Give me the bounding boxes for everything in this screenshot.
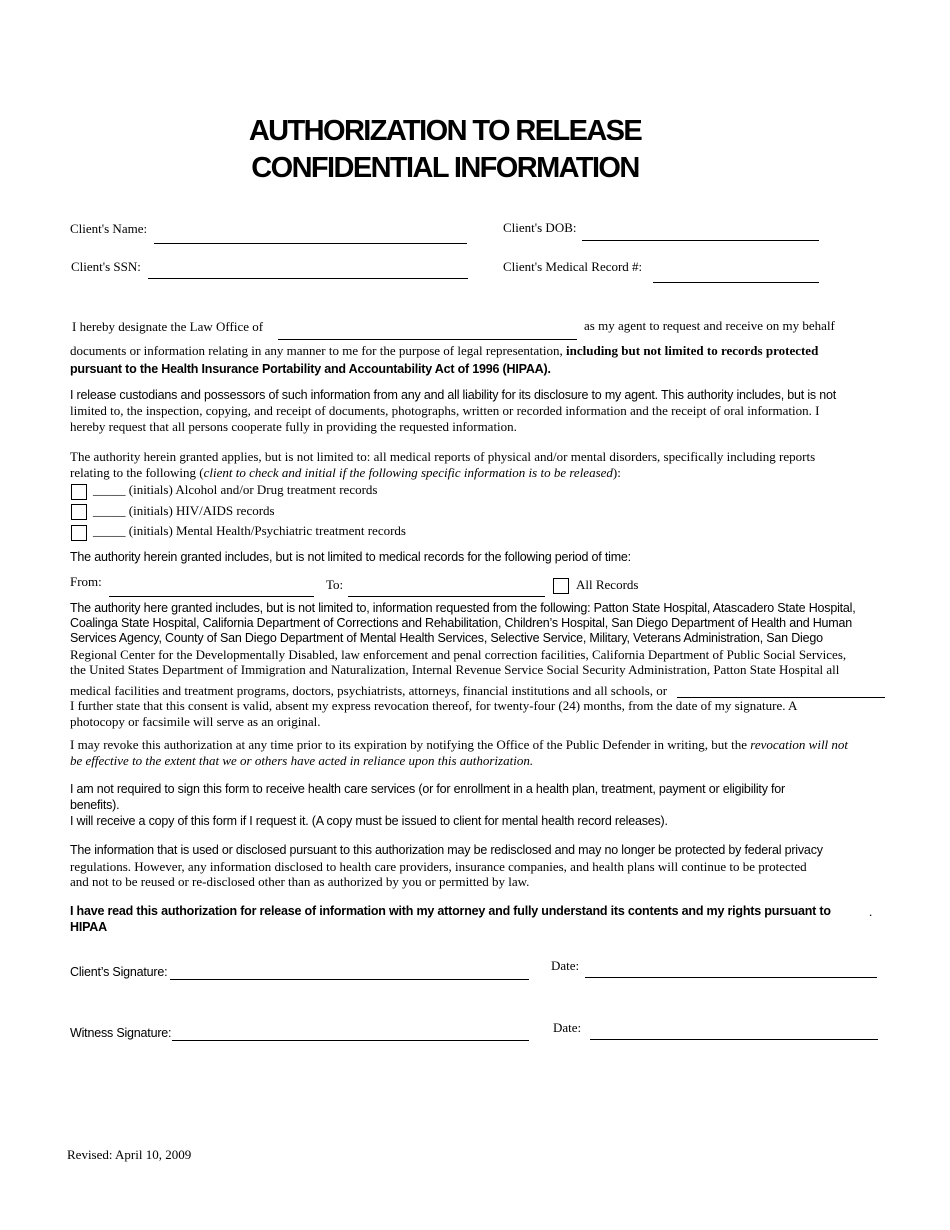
from-date-field[interactable] xyxy=(109,596,314,597)
client-dob-field[interactable] xyxy=(582,240,819,241)
sources-line-6: medical facilities and treatment programs, doctors, psychiatrists, attorneys, financial institutions and all schools, or xyxy=(70,683,668,698)
alcohol-drug-checkbox[interactable] xyxy=(71,484,87,500)
validity-line-2: photocopy or facsimile will serve as an original. xyxy=(70,714,321,729)
notrequired-line-1: I am not required to sign this form to receive health care services (or for enrollment in a health plan, treatment, payment or eligibility for xyxy=(70,782,786,796)
to-date-field[interactable] xyxy=(348,596,545,597)
revoke-line-1-text: I may revoke this authorization at any time prior to its expiration by notifying the Office of the Public Defender in writing, but the xyxy=(70,737,748,752)
redisclosure-line-2: regulations. However, any information disclosed to health care providers, insurance companies, and health plans will continue to be protected xyxy=(70,859,807,874)
client-date-label: Date: xyxy=(551,958,580,973)
revised-date: Revised: April 10, 2009 xyxy=(67,1147,192,1162)
sources-line-3: Services Agency, County of San Diego Department of Mental Health Services, Selective Service, Military, Veterans Administration, San Diego xyxy=(70,631,823,645)
designate-suffix: as my agent to request and receive on my behalf xyxy=(584,318,835,333)
form-title-line-2: CONFIDENTIAL INFORMATION xyxy=(251,152,639,184)
acknowledge-line-1: I have read this authorization for release of information with my attorney and fully understand its contents and my rights pursuant to xyxy=(70,904,831,918)
revoke-line-1-italic: revocation will not xyxy=(750,737,849,752)
client-mrn-field[interactable] xyxy=(653,282,819,283)
client-name-label: Client's Name: xyxy=(70,221,148,236)
revoke-line-2-italic: be effective to the extent that we or others have acted in reliance upon this authorization. xyxy=(70,753,534,768)
all-records-label: All Records xyxy=(576,577,639,592)
designate-line-2-bold: including but not limited to records protected xyxy=(566,343,819,358)
notrequired-line-3: I will receive a copy of this form if I request it. (A copy must be issued to client for mental health record releases). xyxy=(70,814,668,828)
witness-date-label: Date: xyxy=(553,1020,582,1035)
release-line-1: I release custodians and possessors of such information from any and all liability for its disclosure to my agent. This authority includes, but is not xyxy=(70,388,836,402)
client-ssn-field[interactable] xyxy=(148,278,468,279)
hiv-aids-option-label: _____ (initials) HIV/AIDS records xyxy=(93,503,275,518)
applies-line-2-italic: client to check and initial if the following specific information is to be released xyxy=(203,465,613,480)
hiv-aids-checkbox[interactable] xyxy=(71,504,87,520)
all-records-checkbox[interactable] xyxy=(553,578,569,594)
witness-signature-label: Witness Signature: xyxy=(70,1026,172,1040)
from-label: From: xyxy=(70,574,102,589)
sources-line-4: Regional Center for the Developmentally Disabled, law enforcement and penal correction facilities, California Department of Public Social Services, xyxy=(70,647,847,662)
designate-line-2 xyxy=(70,343,818,359)
release-line-3: hereby request that all persons cooperate fully in providing the requested information. xyxy=(70,419,517,434)
sources-line-5: the United States Department of Immigration and Naturalization, Internal Revenue Service Social Security Administration, Patton State Hospital all xyxy=(70,662,840,677)
designate-line-2-text: documents or information relating in any manner to me for the purpose of legal representation, xyxy=(70,343,563,358)
client-dob-label: Client's DOB: xyxy=(503,220,577,235)
client-date-field[interactable] xyxy=(585,977,877,978)
redisclosure-line-1: The information that is used or disclosed pursuant to this authorization may be redisclosed and may no longer be protected by federal privacy xyxy=(70,843,823,857)
period-text: The authority herein granted includes, but is not limited to medical records for the following period of time: xyxy=(70,550,631,564)
applies-line-1: The authority herein granted applies, but is not limited to: all medical reports of physical and/or mental disorders, specifically including reports xyxy=(70,449,816,464)
notrequired-line-2: benefits). xyxy=(70,798,120,812)
form-title-line-1: AUTHORIZATION TO RELEASE xyxy=(248,115,642,147)
sources-line-1: The authority here granted includes, but is not limited to, information requested from the following: Patton State Hospital, Atascadero State Hospital, xyxy=(70,601,856,615)
acknowledge-dot: . xyxy=(869,904,873,919)
to-label: To: xyxy=(326,577,344,592)
mental-health-checkbox[interactable] xyxy=(71,525,87,541)
client-signature-field[interactable] xyxy=(170,979,529,980)
client-name-field[interactable] xyxy=(154,243,467,244)
designate-hipaa-line: pursuant to the Health Insurance Portability and Accountability Act of 1996 (HIPAA). xyxy=(70,362,551,376)
sources-line-2: Coalinga State Hospital, California Department of Corrections and Rehabilitation, Children’s Hospital, San Diego Department of Health and Human xyxy=(70,616,853,630)
applies-line-2-start: relating to the following ( xyxy=(70,465,204,480)
applies-line-2-end: ): xyxy=(612,465,621,480)
witness-signature-field[interactable] xyxy=(172,1040,529,1041)
mental-health-option-label: _____ (initials) Mental Health/Psychiatric treatment records xyxy=(93,523,406,538)
designate-prefix: I hereby designate the Law Office of xyxy=(72,319,264,334)
law-office-field[interactable] xyxy=(278,339,577,340)
client-mrn-label: Client's Medical Record #: xyxy=(503,259,643,274)
applies-line-2 xyxy=(70,465,621,481)
client-signature-label: Client’s Signature: xyxy=(70,965,168,979)
witness-date-field[interactable] xyxy=(590,1039,878,1040)
client-ssn-label: Client's SSN: xyxy=(71,259,141,274)
acknowledge-line-2: HIPAA xyxy=(70,920,107,934)
revoke-line-2 xyxy=(70,753,533,769)
redisclosure-line-3: and not to be reused or re-disclosed other than as authorized by you or permitted by law. xyxy=(70,874,530,889)
alcohol-drug-option-label: _____ (initials) Alcohol and/or Drug treatment records xyxy=(93,482,378,497)
release-line-2: limited to, the inspection, copying, and receipt of documents, photographs, written or recorded information and the receipt of oral information. I xyxy=(70,403,820,418)
validity-line-1: I further state that this consent is valid, absent my express revocation thereof, for twenty-four (24) months, from the date of my signature. A xyxy=(70,698,798,713)
revoke-line-1 xyxy=(70,737,848,753)
